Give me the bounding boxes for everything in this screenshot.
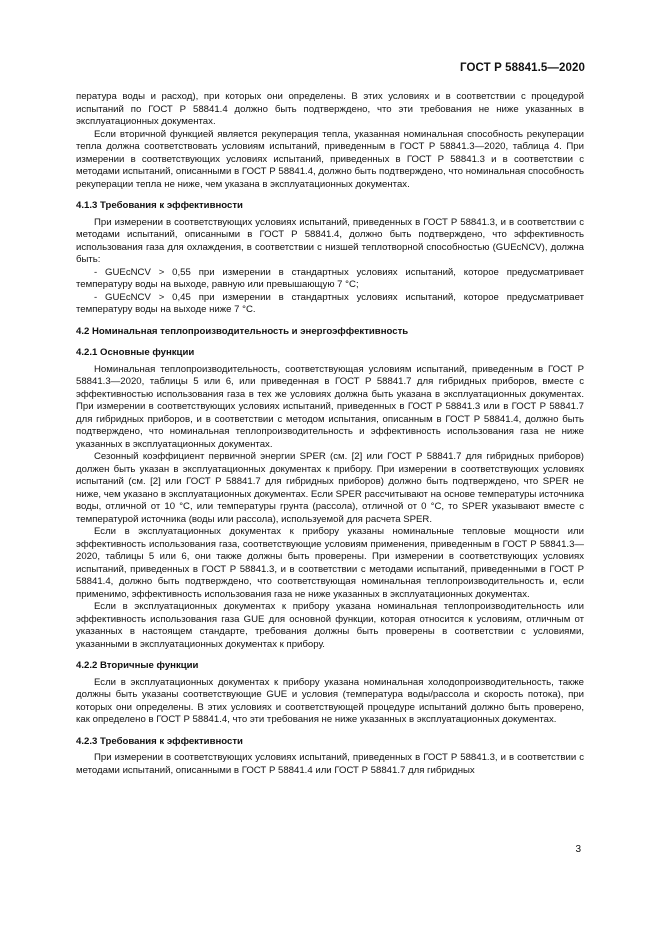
paragraph: Номинальная теплопроизводительность, соответствующая условиям испытаний, приведенным в ГОСТ Р 58841.3—2020, таблицы 5 или 6, или приведенная в ГОСТ Р 58841.7 для гибридных приборов, вместе с эффективностью использования газа в тех же условиях должна быть указана в эксплуатационных документах. При измерении в соответствующих условиях испытаний, приведенных в ГОСТ Р 58841.3 или в ГОСТ Р 58841.7 для гибридных приборов, и в соответствии с методом испытания, описанным в ГОСТ Р 58841.4, должно быть подтверждено, что номинальная теплопроизводительность и эффективность использования газа не ниже указанных в эксплуатационных документах. — [76, 363, 584, 450]
section-heading-4-2-3: 4.2.3 Требования к эффективности — [76, 735, 243, 747]
document-body — [76, 91, 584, 777]
list-item: - GUEcNCV > 0,45 при измерении в стандартных условиях испытаний, которое предусматривает температуру воды на выходе ниже 7 °C. — [76, 291, 584, 315]
paragraph: При измерении в соответствующих условиях испытаний, приведенных в ГОСТ Р 58841.3, и в соответствии с методами испытаний, описанными в ГОСТ Р 58841.4, должно быть подтверждено, что эффективность использования газа для охлаждения, в соответствии с низшей теплотворной способностью (GUEcNCV), должна быть: — [76, 216, 584, 265]
standard-code-header: ГОСТ Р 58841.5—2020 — [460, 62, 585, 74]
paragraph: Если в эксплуатационных документах к прибору указана номинальная холодопроизводительность, также должны быть указаны соответствующие GUE и условия (температура воды/рассола и скорость потока), при которых они определены. В этих условиях и соответствующей процедуре испытаний должно быть проверено, как определено в ГОСТ Р 58841.4, что эти требования не ниже указанных в эксплуатационных документах. — [76, 676, 584, 725]
paragraph: Если вторичной функцией является рекуперация тепла, указанная номинальная способность рекуперации тепла должна соответствовать условиям испытаний, приведенным в ГОСТ Р 58841.3—2020, таблица 4. При измерении в соответствующих условиях испытаний, приведенных в ГОСТ Р 58841.3 и в соответствии с методами испытаний, описанными в ГОСТ Р 58841.4, должно быть подтверждено, что номинальная способность рекуперации тепла не ниже, чем указана в эксплуатационных документах. — [76, 128, 584, 190]
section-heading-4-2-2: 4.2.2 Вторичные функции — [76, 660, 199, 671]
paragraph: Если в эксплуатационных документах к прибору указаны номинальные тепловые мощности или эффективность использования газа, соответствующие условиям применения, приведенным в ГОСТ Р 58841.3—2020, таблицы 5 или 6, они также должны быть проверены. При измерении в соответствующих условиях испытаний, приведенных в ГОСТ Р 58841.3, и в соответствии с методами испытаний, приведенными в ГОСТ Р 58841.4, должно быть подтверждено, что соответствующая номинальная теплопроизводительность и, если применимо, эффективность использования газа не ниже указанных в эксплуатационных документах. — [76, 526, 584, 600]
section-heading-4-1-3: 4.1.3 Требования к эффективности — [76, 200, 243, 211]
paragraph: Сезонный коэффициент первичной энергии SPER (см. [2] или ГОСТ Р 58841.7 для гибридных приборов) должен быть указан в эксплуатационных документах к прибору. При измерении в соответствующих условиях испытаний (см. [2] или ГОСТ Р 58841.7 для гибридных приборов) должно быть подтверждено, что SPER не ниже, чем указано в эксплуатационных документах. Если SPER рассчитывают на основе температуры источника воды, отличной от 10 °C, или температуры грунта (рассола), отличной от 0 °C, то SPER указывают вместе с температурой источника (воды или рассола), используемой для расчета SPER. — [76, 451, 584, 525]
paragraph: пература воды и расход), при которых они определены. В этих условиях и в соответствии с процедурой испытаний по ГОСТ Р 58841.4 должно быть подтверждено, что эти требования не ниже указанных в эксплуатационных документах. — [76, 91, 584, 127]
paragraph: При измерении в соответствующих условиях испытаний, приведенных в ГОСТ Р 58841.3, и в соответствии с методами испытаний, описанными в ГОСТ Р 58841.4 или ГОСТ Р 58841.7 для гибридных — [76, 752, 584, 776]
list-item: - GUEcNCV > 0,55 при измерении в стандартных условиях испытаний, которое предусматривает температуру воды на выходе, равную или превышающую 7 °C; — [76, 266, 584, 290]
page-number: 3 — [575, 844, 581, 855]
section-heading-4-2: 4.2 Номинальная теплопроизводительность и энергоэффективность — [76, 325, 409, 337]
paragraph: Если в эксплуатационных документах к прибору указана номинальная теплопроизводительность или эффективность использования газа GUE для основной функции, которая относится к условиям, отличным от указанных в настоящем стандарте, требования должны быть проверены в соответствии с условиями, указанными в эксплуатационных документах к прибору. — [76, 601, 584, 650]
section-heading-4-2-1: 4.2.1 Основные функции — [76, 347, 195, 358]
